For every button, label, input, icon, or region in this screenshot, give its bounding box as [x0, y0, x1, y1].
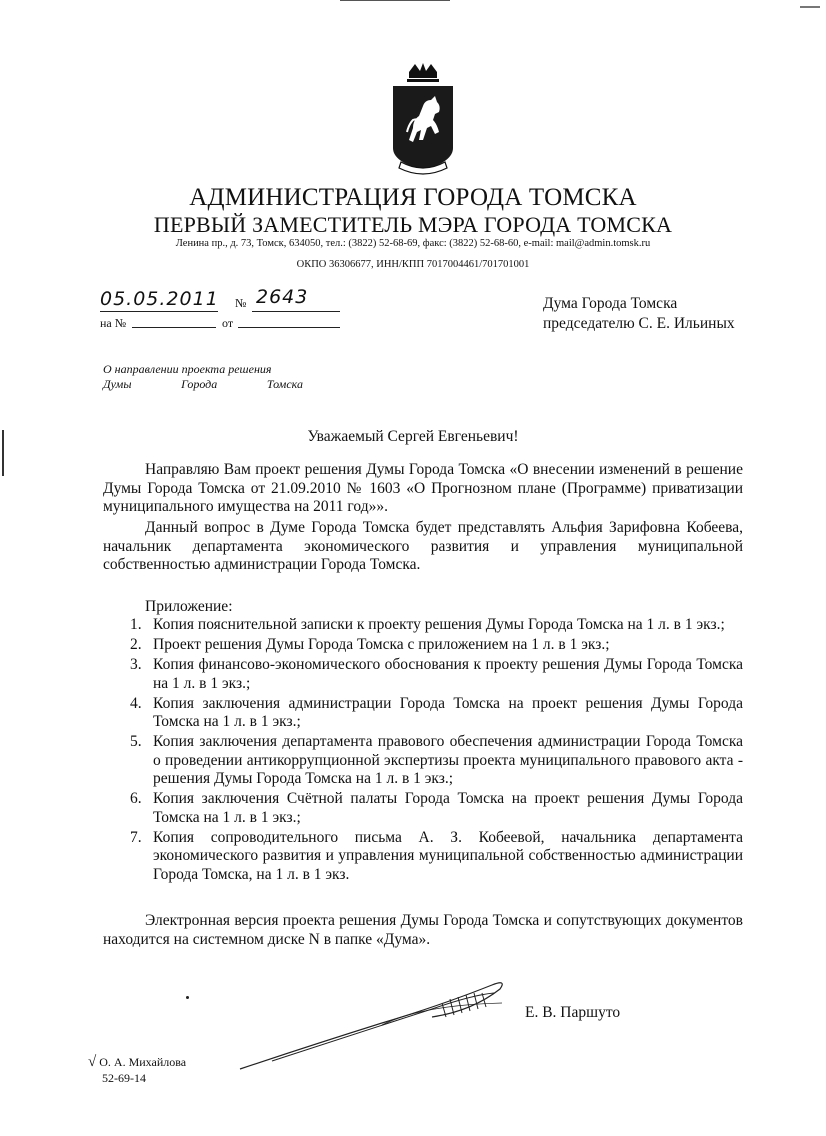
attachment-number: 1.: [130, 616, 142, 633]
executor-line: [88, 1054, 186, 1070]
signer-name: Е. В. Паршуто: [525, 1004, 621, 1021]
addressee: [543, 294, 813, 334]
paragraph-presenter: Данный вопрос в Думе Города Томска будет представлять Альфия Зарифовна Кобеева, начальник департамента экономического развития и управления муниципальной собственностью администрации Города Томска.: [103, 519, 743, 574]
attachment-text: Копия заключения администрации Города Томска на проект решения Думы Города Томска на 1 л. в 1 экз.;: [153, 694, 743, 731]
attachment-number: 6.: [130, 790, 142, 808]
reply-underline: [132, 327, 216, 328]
letter-subject: [103, 362, 303, 392]
handwritten-signature-icon: [232, 965, 532, 1075]
tomsk-coat-of-arms-icon: [383, 62, 463, 182]
org-codes: ОКПО 36306677, ИНН/КПП 7017004461/701701001: [296, 259, 530, 270]
executor-phone: 52-69-14: [102, 1071, 146, 1085]
number-underline: [252, 311, 340, 312]
executor-block: [88, 1054, 186, 1086]
attachment-item: [103, 790, 743, 827]
scan-top-mark: [340, 0, 450, 1]
signature-dot: [186, 996, 189, 999]
subject-word1: Думы: [103, 377, 132, 391]
attachment-item: [103, 636, 743, 655]
org-address: Ленина пр., д. 73, Томск, 634050, тел.: (3822) 52-68-69, факс: (3822) 52-68-60, e-mail: mail@admin.tomsk.ru: [175, 238, 651, 249]
attachment-text: Копия заключения департамента правового обеспечения администрации Города Томска о проведении антикоррупционной экспертизы проекта муниципального правового акта - решения Думы Города Томска на 1 л. в 1 экз.;: [153, 733, 743, 788]
attachment-number: 7.: [130, 828, 142, 846]
attachment-item: [103, 695, 743, 732]
attachment-number: 2.: [130, 635, 142, 653]
attachment-number: 5.: [130, 733, 142, 751]
attachment-item: [103, 616, 743, 635]
subject-line1: О направлении проекта решения: [103, 362, 272, 376]
subject-word3: Томска: [266, 377, 303, 391]
attachment-item: [103, 733, 743, 789]
number-label: №: [235, 296, 247, 310]
subject-line2: [103, 377, 303, 392]
attachment-text: Копия пояснительной записки к проекту решения Думы Города Томска на 1 л. в 1 экз.;: [153, 616, 725, 633]
attachment-text: Копия заключения Счётной палаты Города Томска на проект решения Думы Города Томска на 1 л. в 1 экз.;: [153, 790, 743, 826]
from-label: от: [222, 316, 234, 330]
attachments-title: Приложение:: [145, 598, 233, 615]
addressee-org: Дума Города Томска: [543, 295, 678, 312]
reply-label: на №: [100, 316, 127, 330]
paragraph-electronic: Электронная версия проекта решения Думы Города Томска и сопутствующих документов находится на системном диске N в папке «Дума».: [103, 912, 743, 948]
subject-word2: Города: [181, 377, 218, 391]
coat-of-arms: [383, 62, 463, 182]
attachment-text: Копия финансово-экономического обоснования к проекту решения Думы Города Томска на 1 л. в 1 экз.;: [153, 655, 743, 692]
attachment-number: 4.: [130, 694, 142, 712]
registration-date: 05.05.2011: [100, 288, 219, 310]
from-underline: [238, 327, 340, 328]
check-mark: √: [88, 1054, 97, 1070]
attachment-number: 3.: [130, 655, 142, 673]
attachment-item: [103, 829, 743, 885]
paragraph-request: Направляю Вам проект решения Думы Города Томска «О внесении изменений в решение Думы Города Томска от 21.09.2010 № 1603 «О Прогнозном плане (Программе) приватизации муниципального имущества на 2011 год»».: [103, 461, 743, 516]
org-subtitle: ПЕРВЫЙ ЗАМЕСТИТЕЛЬ МЭРА ГОРОДА ТОМСКА: [153, 212, 673, 237]
attachments-list: [103, 616, 743, 886]
greeting: Уважаемый Сергей Евгеньевич!: [307, 428, 519, 445]
org-title: АДМИНИСТРАЦИЯ ГОРОДА ТОМСКА: [189, 184, 637, 211]
attachment-item: [103, 656, 743, 693]
signature-scribble: [232, 965, 532, 1075]
attachment-text: Проект решения Думы Города Томска с приложением на 1 л. в 1 экз.;: [153, 635, 610, 653]
executor-name: О. А. Михайлова: [99, 1055, 187, 1069]
registration-number: 2643: [256, 286, 309, 308]
scan-corner-mark: [800, 6, 820, 8]
addressee-person: председателю С. Е. Ильиных: [543, 315, 735, 332]
registration-block: [100, 286, 340, 330]
date-underline: [100, 311, 218, 312]
attachment-text: Копия сопроводительного письма А. З. Кобеевой, начальника департамента экономического развития и управления муниципальной собственностью администрации Города Томска, на 1 л. в 1 экз.: [153, 828, 743, 884]
